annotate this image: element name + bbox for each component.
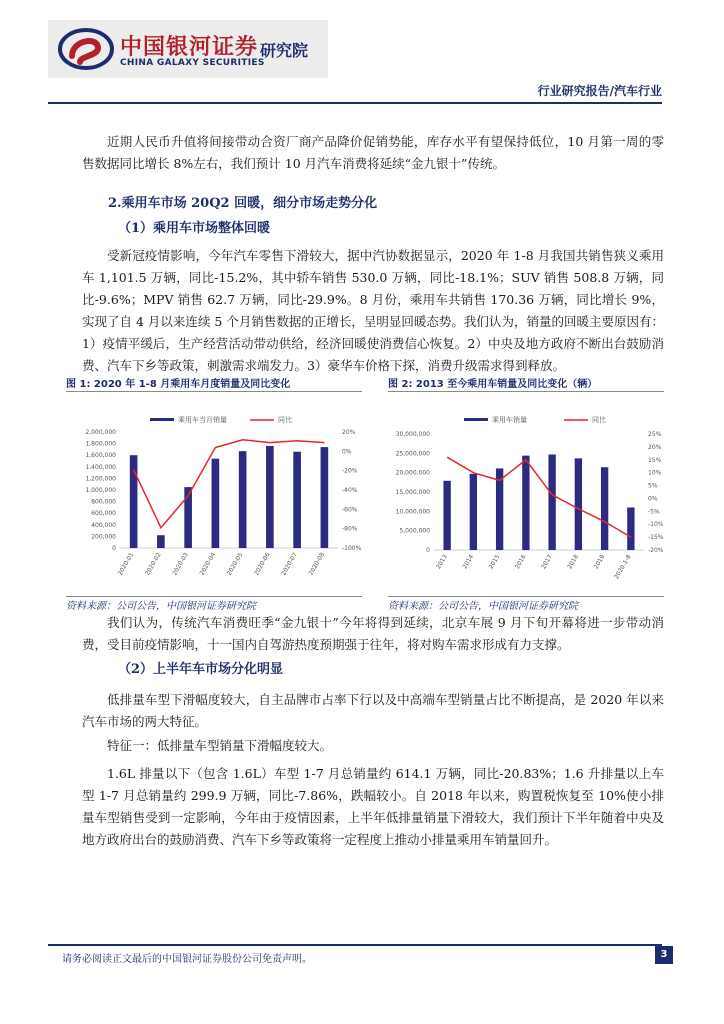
x-tick-label: 2018	[566, 553, 581, 571]
logo-english-name: CHINA GALAXY SECURITIES	[120, 58, 265, 68]
y-right-tick-label: -100%	[342, 545, 362, 552]
y-left-tick-label: 800,000	[91, 498, 116, 506]
section-2-title: 2.乘用车市场 20Q2 回暖，细分市场走势分化	[108, 196, 378, 211]
x-tick-label: 2020-06	[253, 551, 272, 577]
x-tick-label: 2017	[540, 553, 554, 571]
y-right-tick-label: 20%	[342, 429, 356, 436]
y-right-tick-label: -60%	[342, 506, 358, 514]
y-left-tick-label: 2,000,000	[85, 429, 116, 436]
figure-2-title: 图 2: 2013 至今乘用车销量及同比变化（辆）	[388, 379, 598, 390]
y-left-tick-label: 600,000	[91, 510, 116, 518]
y-right-tick-label: 25%	[648, 431, 662, 438]
y-right-tick-label: -10%	[648, 521, 664, 529]
report-type: 行业研究报告/汽车行业	[537, 84, 662, 98]
x-tick-label: 2020-04	[198, 551, 218, 577]
y-left-tick-label: 1,800,000	[85, 440, 116, 448]
header-divider	[48, 102, 662, 104]
y-left-tick-label: 30,000,000	[395, 431, 430, 438]
bar	[575, 458, 582, 550]
bar	[321, 447, 329, 548]
bar	[239, 451, 247, 548]
x-tick-label: 2020-01	[116, 551, 136, 577]
subsection-2-title: （2）上半年车市场分化明显	[118, 662, 284, 677]
after-figures-paragraph: 我们认为，传统汽车消费旺季“金九银十”今年将得到延续，北京车展 9 月下旬开幕将进一步带动消费，受目前疫情影响，十一国内自驾游热度预期强于往年，将对购车需求形成有力支撑。	[82, 615, 664, 652]
legend-label: 乘用车销量	[492, 416, 527, 424]
chart-2	[388, 396, 664, 596]
x-tick-label: 2020-08	[307, 551, 327, 577]
y-right-tick-label: 0%	[648, 495, 658, 503]
y-left-tick-label: 5,000,000	[399, 527, 430, 535]
y-left-tick-label: 25,000,000	[395, 450, 430, 458]
bar	[470, 474, 477, 550]
x-tick-label: 2019	[592, 553, 607, 571]
bar	[627, 507, 634, 550]
legend-label: 乘用车当月销量	[178, 416, 227, 424]
y-right-tick-label: -5%	[648, 508, 660, 516]
footer-disclaimer: 请务必阅读正文最后的中国银河证券股份公司免责声明。	[62, 954, 312, 965]
subsection-1-paragraph: 受新冠疫情影响，今年汽车零售下滑较大，据中汽协数据显示，2020 年 1-8 月我国共销售狭义乘用车 1,101.5 万辆，同比-15.2%，其中轿车销售 530.0 万辆，同比-18.1%；SUV 销售 508.8 万辆，同比-9.6%；MPV 销售 62.7 万辆，同比-29.9%。8 月份，乘用车共销售 170.36 万辆，同比增长 9%，实现了自 4 月以来连续 5 个月销售数据的正增长，呈明显回暖态势。我们认为，销量的回暖主要原因有：1）疫情平缓后，生产经营活动带动供给，经济回暖使消费信心恢复。2）中央及地方政府不断出台鼓励消费、汽车下乡等政策，刺激需求端发力。3）豪华车价格下探，消费升级需求得到释放。	[82, 248, 664, 373]
x-tick-label: 2020-05	[225, 551, 245, 577]
figure-2-top-rule	[388, 391, 664, 392]
x-tick-label: 2020-07	[280, 551, 299, 577]
x-tick-label: 2020.1-8	[613, 553, 633, 581]
x-tick-label: 2020-03	[171, 551, 190, 577]
subsection-1-title: （1）乘用车市场整体回暖	[118, 221, 271, 236]
y-left-tick-label: 10,000,000	[395, 508, 430, 516]
bar	[443, 481, 450, 550]
footer-divider	[48, 944, 662, 946]
y-left-tick-label: 1,600,000	[85, 452, 116, 460]
y-right-tick-label: 5%	[648, 482, 658, 490]
y-left-tick-label: 20,000,000	[395, 469, 430, 477]
y-right-tick-label: -15%	[648, 534, 664, 542]
bar	[157, 535, 165, 548]
legend-label: 同比	[278, 416, 292, 424]
intro-paragraph: 近期人民币升值将间接带动合资厂商产品降价促销势能，库存水平有望保持低位，10 月第一周的零售数据同比增长 8%左右，我们预计 10 月汽车消费将延续“金九银十”传统。	[82, 134, 664, 171]
logo-chinese-name: 中国银河证券	[120, 35, 259, 60]
feature-1-heading: 特征一：低排量车型销量下滑幅度较大。	[107, 738, 333, 753]
x-tick-label: 2020-02	[144, 551, 163, 577]
figure-1-source: 资料来源：公司公告，中国银河证券研究院	[66, 601, 256, 612]
figure-1-top-rule	[66, 391, 362, 392]
chart-legend	[150, 415, 292, 424]
legend-bar-swatch	[150, 418, 174, 421]
chart-1	[66, 396, 362, 596]
subsection-2-paragraph: 低排量车型下滑幅度较大，自主品牌市占率下行以及中高端车型销量占比不断提高，是 2020 年以来汽车市场的两大特征。	[82, 692, 664, 729]
y-right-tick-label: 15%	[648, 456, 662, 464]
y-left-tick-label: 200,000	[91, 533, 116, 541]
y-left-tick-label: 0	[112, 545, 116, 552]
x-tick-label: 2014	[461, 553, 476, 571]
bar	[130, 455, 138, 548]
y-right-tick-label: -20%	[648, 547, 664, 554]
galaxy-logo-icon	[58, 26, 114, 72]
y-right-tick-label: 10%	[648, 469, 662, 477]
bar	[212, 459, 220, 548]
y-left-tick-label: 400,000	[91, 521, 116, 529]
y-right-tick-label: 0%	[342, 448, 352, 456]
chart-legend	[464, 415, 606, 424]
x-tick-label: 2016	[513, 553, 528, 571]
y-right-tick-label: -20%	[342, 467, 358, 475]
y-right-tick-label: 20%	[648, 443, 662, 451]
legend-label: 同比	[592, 416, 606, 424]
x-tick-label: 2015	[487, 553, 502, 571]
y-left-tick-label: 1,000,000	[85, 487, 116, 494]
bar	[601, 467, 608, 550]
bar	[548, 454, 555, 550]
page-number: 3	[655, 946, 673, 964]
feature-1-detail: 1.6L 排量以下（包含 1.6L）车型 1-7 月总销量约 614.1 万辆，同比-20.83%；1.6 升排量以上车型 1-7 月总销量约 299.9 万辆，同比-7.86%，跌幅较小。自 2018 年以来，购置税恢复至 10%使小排量车型销售受到一定影响，今年由于疫情因素，上半年低排量销量下滑较大，我们预计下半年随着中央及地方政府出台的鼓励消费、汽车下乡等政策将一定程度上推动小排量乘用车销量回升。	[82, 766, 664, 847]
figure-1-title: 图 1: 2020 年 1-8 月乘用车月度销量及同比变化	[66, 379, 291, 390]
institute-label: 研究院	[260, 41, 309, 60]
y-left-tick-label: 1,400,000	[85, 463, 116, 471]
y-left-tick-label: 1,200,000	[85, 475, 116, 483]
y-right-tick-label: -80%	[342, 525, 358, 533]
figure-2-source: 资料来源：公司公告，中国银河证券研究院	[388, 601, 578, 612]
y-right-tick-label: -40%	[342, 487, 358, 494]
bar	[293, 452, 301, 548]
x-tick-label: 2013	[435, 553, 449, 571]
bar	[522, 456, 529, 550]
y-left-tick-label: 15,000,000	[395, 489, 430, 496]
legend-bar-swatch	[464, 418, 488, 421]
bar	[266, 446, 274, 548]
y-left-tick-label: 0	[426, 547, 430, 554]
